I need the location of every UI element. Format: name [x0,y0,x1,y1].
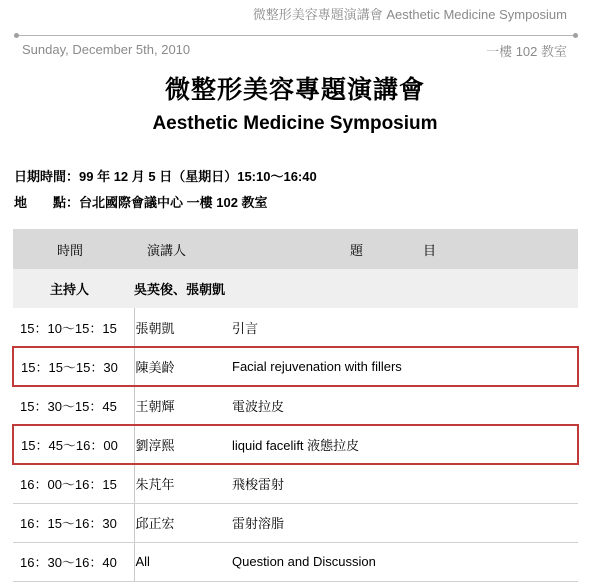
date-value: 99 年 12 月 5 日（星期日）15:10～16:40 [79,169,317,184]
topic-cell: 飛梭雷射 [222,464,578,503]
info-place-line [14,192,268,211]
table-row [13,347,578,386]
header-topic-cell [222,229,578,269]
table-row [13,464,578,503]
page-title-english: Aesthetic Medicine Symposium [152,113,438,134]
rule-end-dot [573,33,578,38]
time-cell: 15：15～15：30 [13,347,134,386]
topic-cell: Question and Discussion [222,542,578,581]
speaker-cell: 王朝輝 [134,386,222,425]
table-header-row [13,229,578,269]
host-row [13,269,578,308]
topic-cell: 雷射溶脂 [222,503,578,542]
table-row [13,308,578,347]
header-topic: 題目 [350,242,497,258]
speaker-cell: 張朝凱 [134,308,222,347]
page-title-chinese: 微整形美容專題演講會 [164,76,425,104]
date-label: 日期時間： [14,169,80,184]
place-label: 地 點： [14,195,80,210]
topic-cell: Facial rejuvenation with fillers [222,347,578,386]
table-row [13,542,578,581]
table-row [13,386,578,425]
time-cell: 16：00～16：15 [13,464,134,503]
event-date: Sunday, December 5th, 2010 [22,42,191,57]
topic-cell: 引言 [222,308,578,347]
speaker-cell: 陳美齡 [134,347,222,386]
speaker-cell: 劉淳熙 [134,425,222,464]
topic-cell: liquid facelift 液態拉皮 [222,425,578,464]
speaker-cell: 邱正宏 [134,503,222,542]
time-cell: 15：45～16：00 [13,425,134,464]
speaker-cell: 朱芃年 [134,464,222,503]
event-room: 一樓 102 教室 [486,44,567,59]
time-cell: 15：10～15：15 [13,308,134,347]
time-cell: 15：30～15：45 [13,386,134,425]
topic-cell: 電波拉皮 [222,386,578,425]
schedule-table [12,229,579,582]
speaker-cell: All [134,542,222,581]
table-row [13,425,578,464]
schedule-body [13,269,578,581]
place-value: 台北國際會議中心 一樓 102 教室 [79,195,268,210]
table-row [13,503,578,542]
time-cell: 16：15～16：30 [13,503,134,542]
header-rule [16,35,576,36]
info-date-line [14,166,317,185]
header-time: 時間 [57,242,84,258]
time-cell: 16：30～16：40 [13,542,134,581]
host-label: 主持人 [50,282,90,297]
host-names: 吳英俊、張朝凱 [134,282,226,297]
running-header: 微整形美容專題演講會 Aesthetic Medicine Symposium [252,7,567,22]
rule-end-dot [14,33,19,38]
header-speaker: 演講人 [147,242,187,258]
